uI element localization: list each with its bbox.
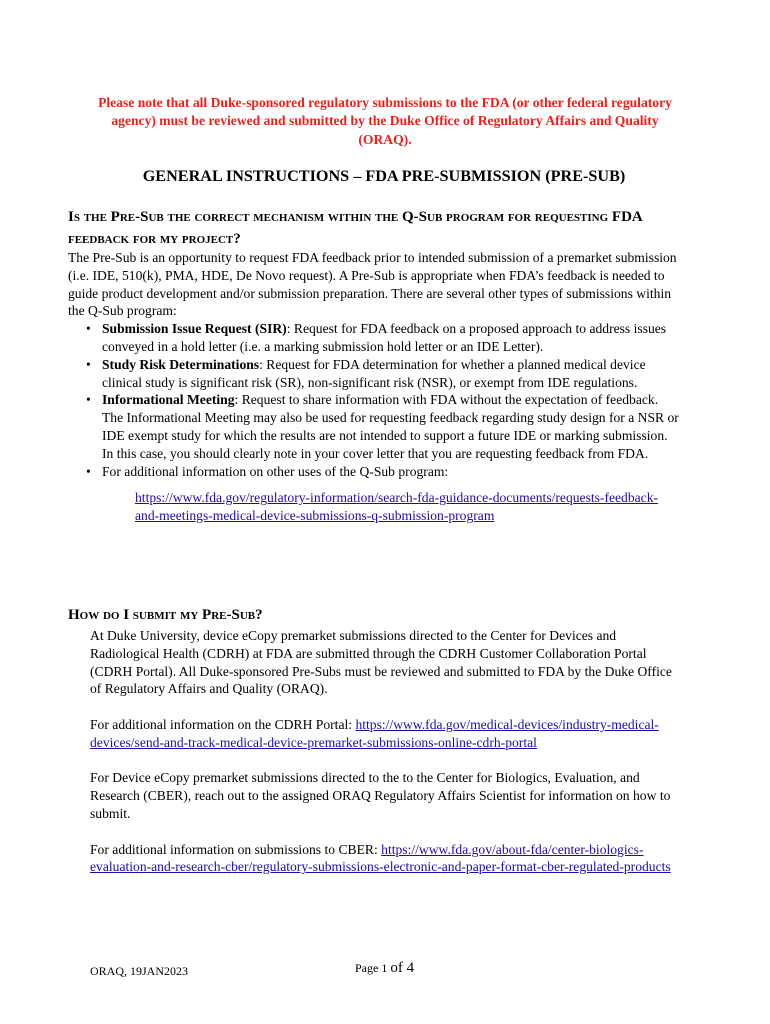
list-item (102, 356, 680, 392)
list-item (102, 320, 680, 356)
footer-page-number (355, 960, 414, 978)
list-item (102, 463, 680, 481)
page-total: of 4 (390, 960, 415, 976)
bullet-text: For additional information on other uses of the Q-Sub program: (102, 463, 449, 479)
page-current: Page 1 (355, 961, 391, 975)
document-title: GENERAL INSTRUCTIONS – FDA PRE-SUBMISSION (PRE-SUB) (142, 167, 626, 185)
cdrh-portal-label: For additional information on the CDRH Portal: (90, 716, 356, 732)
footer-version: ORAQ, 19JAN2023 (90, 964, 189, 978)
cber-info-label: For additional information on submissions to CBER: (90, 841, 382, 857)
cdrh-portal-paragraph (90, 716, 684, 752)
section-body-how-to-submit (90, 627, 684, 894)
bullet-text: : Request to share information with FDA without the expectation of feedback. The Informational Meeting may also be used for requesting feedback regarding study design for a NSR or IDE exempt study for which the results are not intended to support a future IDE or marking submission. In this case, you should clearly note in your cover letter that you are requesting feedback from FDA. (102, 392, 679, 461)
cber-info-paragraph (90, 841, 684, 877)
bullet-term: Informational Meeting (102, 392, 235, 408)
section-heading-how-to-submit: How do I submit my Pre-Sub? (68, 607, 263, 623)
cber-link[interactable]: https://www.fda.gov/about-fda/center-biologics-evaluation-and-research-cber/regulatory-submissions-electronic-and-paper-format-cber-regulated-products (90, 841, 671, 875)
list-item (102, 391, 680, 462)
qsub-program-link[interactable]: https://www.fda.gov/regulatory-information/search-fda-guidance-documents/requests-feedback-and-meetings-medical-device-submissions-q-submission-program (135, 490, 659, 524)
qsub-types-list (68, 320, 680, 480)
section-heading-correct-mechanism: Is the Pre-Sub the correct mechanism within the Q-Sub program for requesting FDA feedback for my project? (68, 209, 642, 247)
cdrh-portal-link[interactable]: https://www.fda.gov/medical-devices/industry-medical-devices/send-and-track-medical-device-premarket-submissions-online-cdrh-portal (90, 716, 659, 750)
bullet-text: : Request for FDA determination for whether a planned medical device clinical study is significant risk (SR), non-significant risk (NSR), or exempt from IDE regulations. (102, 356, 646, 390)
bullet-text: : Request for FDA feedback on a proposed approach to address issues conveyed in a hold letter (i.e. a marking submission hold letter or an IDE Letter). (102, 321, 667, 354)
section-body-correct-mechanism (68, 249, 680, 525)
duke-regulatory-notice: Please note that all Duke-sponsored regulatory submissions to the FDA (or other federal regulatory agency) must be reviewed and submitted by the Duke Office of Regulatory Affairs and Quality (ORAQ). (98, 95, 672, 147)
intro-paragraph: The Pre-Sub is an opportunity to request FDA feedback prior to intended submission of a premarket submission (i.e. IDE, 510(k), PMA, HDE, De Novo request). A Pre-Sub is appropriate when FDA’s feedback is needed to guide product development and/or submission preparation. There are several other types of submissions within the Q-Sub program: (68, 250, 677, 319)
cdrh-submission-paragraph: At Duke University, device eCopy premarket submissions directed to the Center for Devices and Radiological Health (CDRH) at FDA are submitted through the CDRH Customer Collaboration Portal (CDRH Portal). All Duke-sponsored Pre-Subs must be reviewed and submitted to FDA by the Duke Office of Regulatory Affairs and Quality (ORAQ). (90, 628, 672, 697)
bullet-term: Study Risk Determinations (102, 356, 260, 372)
bullet-term: Submission Issue Request (SIR) (102, 321, 287, 337)
cber-paragraph: For Device eCopy premarket submissions directed to the to the Center for Biologics, Evaluation, and Research (CBER), reach out to the assigned ORAQ Regulatory Affairs Scientist for information on how to submit. (90, 770, 671, 821)
